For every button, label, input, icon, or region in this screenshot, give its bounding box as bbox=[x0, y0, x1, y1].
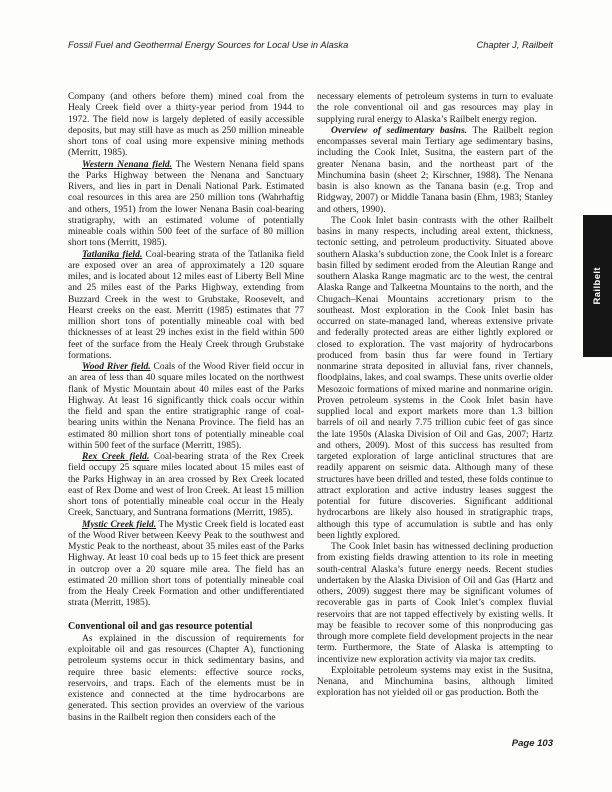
left-column bbox=[68, 92, 304, 724]
running-header bbox=[68, 40, 553, 50]
paragraph: Western Nenana field. The Western Nenana field spans the Parks Highway between the Nenana and Sanctuary Rivers, and lies in part in Denali National Park. Estimated coal resources in this area are 250 million tons (Wahrhaftig and others, 1951) from the lower Nenana Basin coal-bearing stratigraphy, with an estimated volume of potentially mineable coals within 500 feet of the surface of 80 million short tons (Merritt, 1985). bbox=[68, 159, 304, 249]
page-footer bbox=[68, 738, 553, 749]
two-column-text bbox=[68, 92, 553, 724]
running-header-title: Fossil Fuel and Geothermal Energy Sources for Local Use in Alaska bbox=[68, 40, 349, 50]
paragraph-lead: Mystic Creek field. bbox=[82, 519, 157, 530]
paragraph-lead: Overview of sedimentary basins. bbox=[331, 125, 468, 136]
paragraph-lead: Wood River field. bbox=[82, 362, 151, 372]
right-column bbox=[317, 92, 553, 724]
paragraph-lead: Tatlanika field. bbox=[82, 249, 143, 260]
running-header-chapter: Chapter J, Railbelt bbox=[476, 40, 553, 50]
paragraph: Exploitable petroleum systems may exist in the Susitna, Nenana, and Minchumina basins, although limited exploration has not yielded oil or gas production. Both the bbox=[317, 665, 553, 699]
paragraph: Wood River field. Coals of the Wood River field occur in an area of less than 40 square miles located on the northwest flank of Mystic Mountain about 40 miles east of the Parks Highway. At least 16 significantly thick coals occur within the field and span the entire stratigraphic range of coal-bearing units within the Nenana Province. The field has an estimated 80 million short tons of potentially mineable coal within 500 feet of the surface (Merritt, 1985). bbox=[68, 362, 304, 451]
paragraph: necessary elements of petroleum systems in turn to evaluate the role conventional oil and gas resources may play in supplying rural energy to Alaska’s Railbelt energy region. bbox=[317, 92, 553, 125]
paragraph: Rex Creek field. Coal-bearing strata of the Rex Creek field occupy 25 square miles located about 15 miles east of the Parks Highway in an area crossed by Rex Creek located east of Rex Dome and west of Iron Creek. At least 15 million short tons of potentially mineable coal occur in the Healy Creek, Sanctuary, and Suntrana formations (Merritt, 1985). bbox=[68, 452, 304, 519]
paragraph: The Cook Inlet basin has witnessed declining production from existing fields drawing attention to its role in meeting south-central Alaska’s future energy needs. Recent studies undertaken by the Alaska Division of Oil and Gas (Hartz and others, 2009) suggest there may be significant volumes of recoverable gas in parts of Cook Inlet’s complex fluvial reservoirs that are not tapped effectively by existing wells. It may be feasible to recover some of this nonproducing gas through more complete field development projects in the near term. Furthermore, the State of Alaska is attempting to incentivize new exploration activity via major tax credits. bbox=[317, 542, 553, 665]
paragraph-lead: Rex Creek field. bbox=[82, 452, 150, 462]
railbelt-side-tab bbox=[583, 215, 612, 357]
paragraph: Overview of sedimentary basins. The Railbelt region encompasses several main Tertiary age sedimentary basins, including the Cook Inlet, Susitna, the eastern part of the greater Nenana basin, and the northeast part of the Minchumina basin (sheet 2; Kirschner, 1988). The Nenana basin is also known as the Tanana basin (e.g. Trop and Ridgway, 2007) or Middle Tanana basin (Ehm, 1983; Stanley and others, 1990). bbox=[317, 125, 553, 215]
paragraph: Mystic Creek field. The Mystic Creek field is located east of the Wood River between Keevy Peak to the southwest and Mystic Peak to the northeast, about 35 miles east of the Parks Highway. At least 10 coal beds up to 15 feet thick are present in outcrop over a 20 square mile area. The field has an estimated 20 million short tons of potentially mineable coal from the Healy Creek Formation and other undifferentiated strata (Merritt, 1985). bbox=[68, 519, 304, 609]
side-tab-label: Railbelt bbox=[592, 267, 603, 305]
paragraph-lead: Western Nenana field. bbox=[82, 159, 173, 170]
section-heading: Conventional oil and gas resource potential bbox=[68, 620, 253, 632]
page-number: Page 103 bbox=[511, 738, 553, 749]
paragraph: As explained in the discussion of requirements for exploitable oil and gas resources (Chapter A), functioning petroleum systems occur in thick sedimentary basins, and require three basic elements: effective source rocks, reservoirs, and traps. Each of the elements must be in existence and connected at the time hydrocarbons are generated. This section provides an overview of the various basins in the Railbelt region then considers each of the bbox=[68, 633, 304, 723]
paragraph: The Cook Inlet basin contrasts with the other Railbelt basins in many respects, including areal extent, thickness, tectonic setting, and petroleum productivity. Situated above southern Alaska’s subduction zone, the Cook Inlet is a forearc basin filled by sediment eroded from the Aleutian Range and southern Alaska Range magmatic arc to the west, the central Alaska Range and Talkeetna Mountains to the north, and the Chugach–Kenai Mountains accretionary prism to the southeast. Most exploration in the Cook Inlet basin has occurred on state-managed land, whereas extensive private and federally protected areas are either lightly explored or closed to exploration. The vast majority of hydrocarbons produced from basin thus far were found in Tertiary nonmarine strata deposited in alluvial fans, river channels, floodplains, lakes, and coal swamps. These units overlie older Mesozoic formations of mixed marine and nonmarine origin. Proven petroleum systems in the Cook Inlet basin have supplied local and export markets more than 1.3 billion barrels of oil and nearly 7.75 trillion cubic feet of gas since the late 1950s (Alaska Division of Oil and Gas, 2007; Hartz and others, 2009). Most of this success has resulted from targeted exploration of large anticlinal structures that are readily apparent on seismic data. Although many of these structures have been drilled and tested, these folds continue to attract exploration and active industry leases suggest the potential for future discoveries. Significant additional hydrocarbons are likely also housed in stratigraphic traps, although this type of accumulation is subtle and has only been lightly explored. bbox=[317, 215, 553, 541]
paragraph: Tatlanika field. Coal-bearing strata of the Tatlanika field are exposed over an area of approximately a 120 square miles, and is located about 12 miles east of Liberty Bell Mine and 25 miles east of the Parks Highway, extending from Buzzard Creek in the west to Grubstake, Roosevelt, and Hearst creeks on the east. Merritt (1985) estimates that 77 million short tons of potentially mineable coal with bed thicknesses of at least 29 inches exist in the field within 500 feet of the surface from the Healy Creek through Grubstake formations. bbox=[68, 249, 304, 361]
paragraph: Company (and others before them) mined coal from the Healy Creek field over a thirty-year period from 1944 to 1972. The field now is largely depleted of easily accessible deposits, but may still have as much as 250 million mineable short tons of coal using more expensive mining methods (Merritt, 1985). bbox=[68, 92, 304, 159]
